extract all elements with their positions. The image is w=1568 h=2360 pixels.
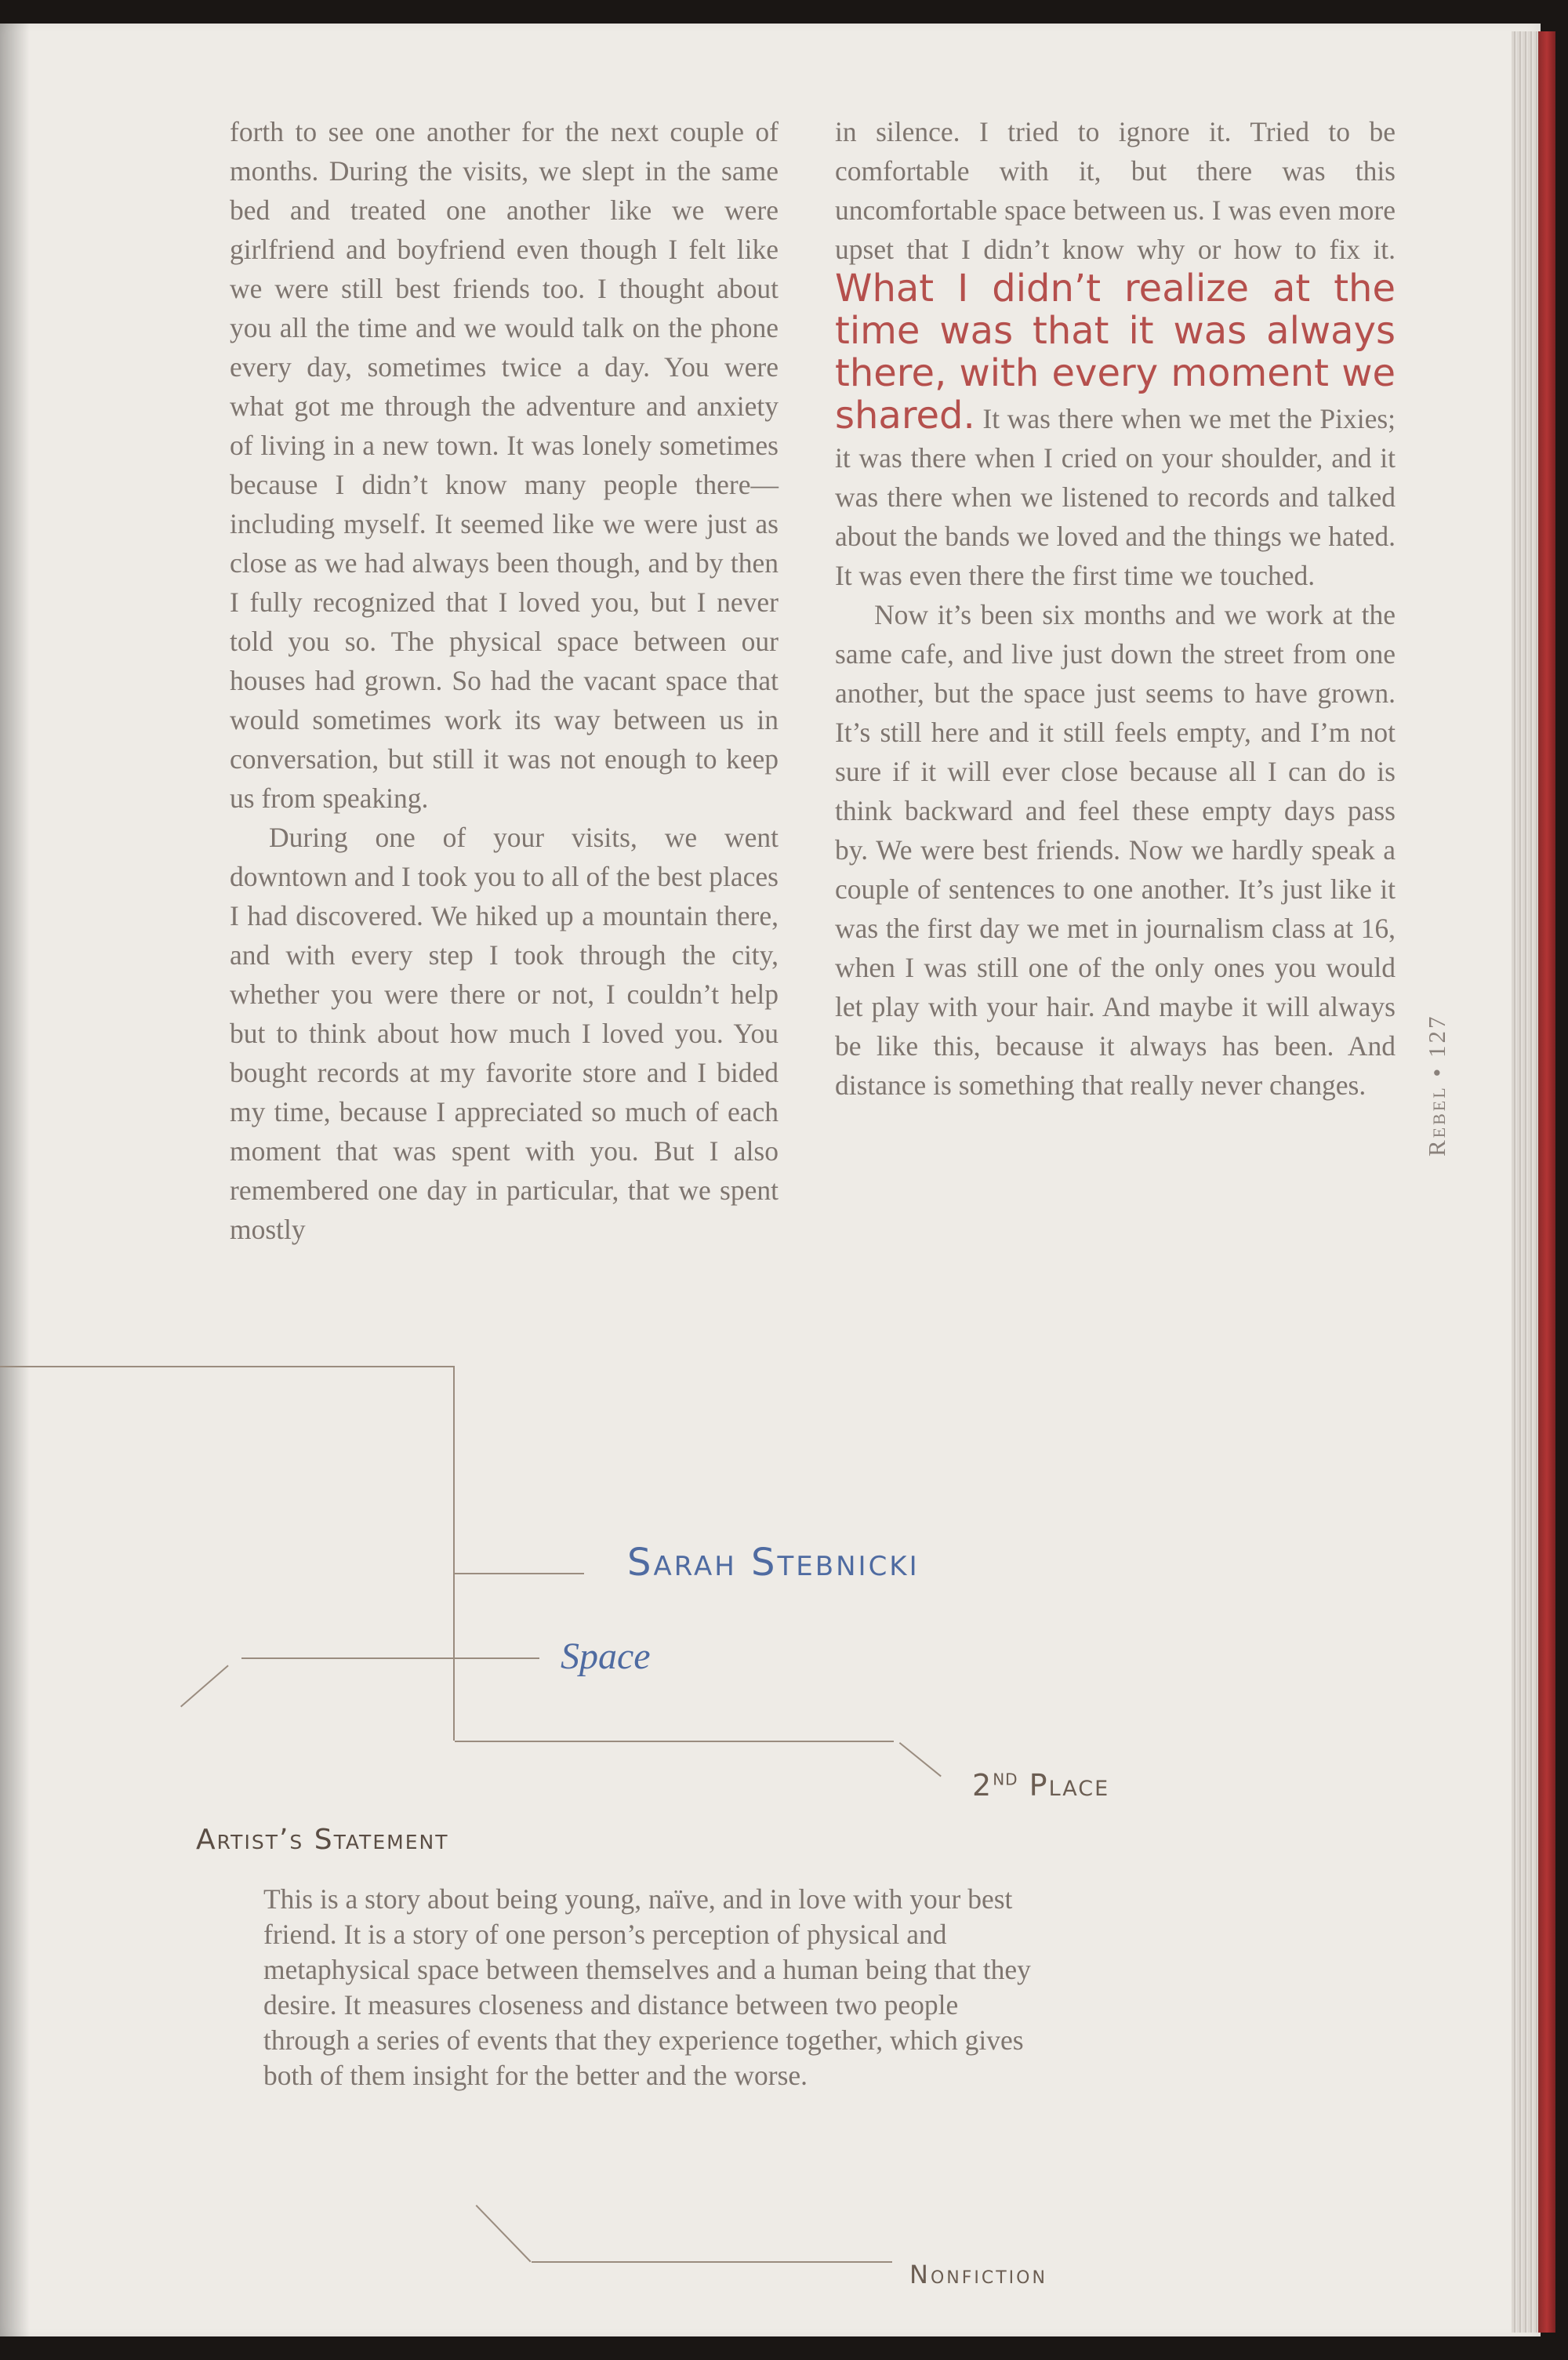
place-suffix: ND bbox=[993, 1770, 1018, 1789]
body-paragraph: forth to see one another for the next couple of months. During the visits, we slept in the same bed and treated one another like we were girlfriend and boyfriend even though I felt like we were still best friends too. I thought about you all the time and we would talk on the phone every day, sometimes twice a day. You were what got me through the adventure and anxiety of living in a new town. It was lonely sometimes because I didn’t know many people there—including myself. It seemed like we were just as close as we had always been though, and by then I fully recognized that I loved you, but I never told you so. The physical space between our houses had grown. So had the vacant space that would sometimes work its way between us in conversation, but still it was not enough to keep us from speaking. bbox=[230, 116, 779, 814]
body-column-left bbox=[230, 112, 779, 1249]
body-paragraph: Now it’s been six months and we work at the same cafe, and live just down the street from one another, but the space just seems to have grown. It’s still here and it still feels empty, and I’m not sure if it will ever close because all I can do is think backward and feel these empty days pass by. We were best friends. Now we hardly speak a couple of sentences to one another. It’s just like it was the first day we met in journalism class at 16, when I was still one of the only ones you would let play with your hair. And maybe it will always be like this, because it always has been. And distance is something that really never changes. bbox=[835, 599, 1396, 1101]
rule-author bbox=[455, 1573, 584, 1574]
award-place bbox=[972, 1768, 1109, 1803]
story-title: Space bbox=[561, 1636, 651, 1677]
body-paragraph bbox=[835, 112, 1396, 595]
running-folio: Rebel • 127 bbox=[1423, 1014, 1450, 1156]
page-edges bbox=[1512, 31, 1540, 2333]
rule-footer bbox=[532, 2261, 892, 2263]
artist-statement-heading: Artist’s Statement bbox=[196, 1824, 449, 1856]
rule-title bbox=[241, 1657, 539, 1659]
gutter-shadow bbox=[0, 24, 30, 2336]
book-cover-edge bbox=[1538, 31, 1555, 2333]
paragraph-text: It was there when we met the Pixies; it was there when I cried on your shoulder, and it was there when we listened to records and talked about the bands we loved and the things we hated. It was even there the first time we touched. bbox=[835, 403, 1396, 591]
pull-quote: What I didn’t realize at the time was that it was always there, with every moment we shared. bbox=[835, 267, 1396, 438]
artist-statement-text: This is a story about being young, naïve, and in love with your best friend. It is a story of one person’s perception of physical and metaphysical space between themselves and a human being that they desire. It measures closeness and distance between two people through a series of events that they experience together, which gives both of them insight for the better and the worse. bbox=[263, 1883, 1031, 2091]
body-column-right bbox=[835, 112, 1396, 1105]
paragraph-text: in silence. I tried to ignore it. Tried to be comfortable with it, but there was this uncomfortable space between us. I was even more upset that I didn’t know why or how to fix it. bbox=[835, 116, 1396, 265]
body-paragraph: During one of your visits, we went downtown and I took you to all of the best places I had discovered. We hiked up a mountain there, and with every step I took through the city, whether you were there or not, I couldn’t help but to think about how much I loved you. You bought records at my favorite store and I bided my time, because I appreciated so much of each moment that was spent with you. But I also remembered one day in particular, that we spent mostly bbox=[230, 822, 779, 1245]
genre-label: Nonfiction bbox=[909, 2260, 1047, 2289]
rule-vertical bbox=[453, 1366, 455, 1741]
author-name: Sarah Stebnicki bbox=[627, 1541, 920, 1585]
rule-top-horizontal bbox=[0, 1366, 455, 1367]
rule-bottom bbox=[455, 1741, 894, 1742]
place-number: 2 bbox=[972, 1768, 993, 1803]
place-label: Place bbox=[1029, 1768, 1110, 1803]
